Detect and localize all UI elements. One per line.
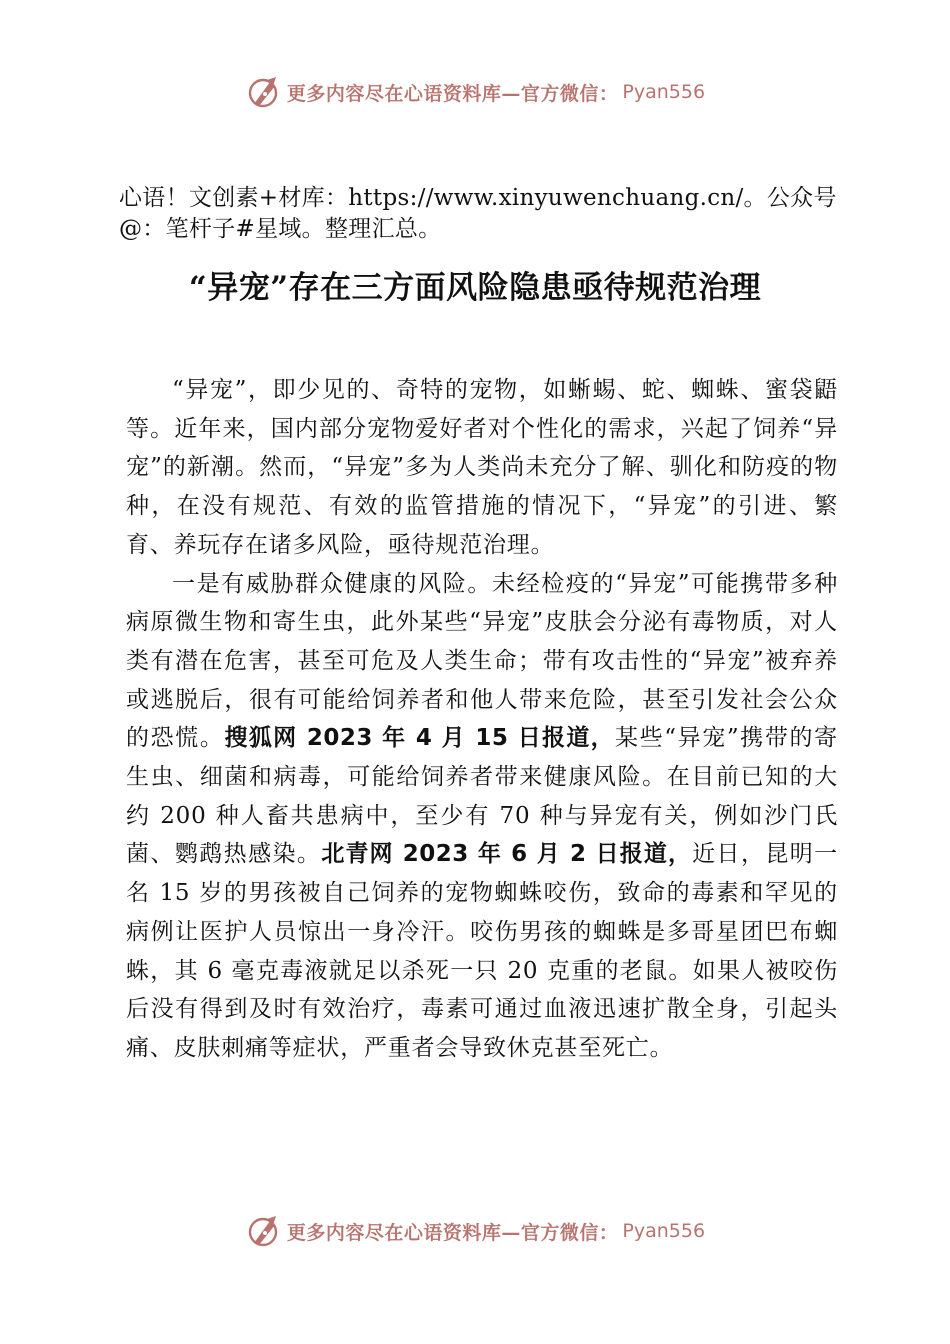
paragraph-2-text-1: 一是有威胁群众健康的风险。未经检疫的“异宠”可能携带多种病原微生物和寄生虫，此外某些“异宠”皮肤会分泌有毒物质，对人类有潜在危害，甚至可危及人类生命；带有攻击性的“异宠”被弃养或逃脱后，很有可能给饲养者和他人带来危险，甚至引发社会公众的恐慌。 [126, 570, 838, 752]
paragraph-2-text-2: 某些“异宠”携带的寄生虫、细菌和病毒，可能给饲养者带来健康风险。在目前已知的大约 200 种人畜共患病中，至少有 70 种与异宠有关，例如沙门氏菌、鹦鹉热感染。 [126, 725, 838, 868]
page-title: “异宠”存在三方面风险隐患亟待规范治理 [188, 270, 762, 306]
banner-wechat-id: Pyan556 [622, 81, 706, 103]
source-line: 心语！文创素+材库：https://www.xinyuwenchuang.cn/。公众号@：笔杆子#星域。整理汇总。 [119, 185, 837, 242]
paragraph-2 [126, 565, 838, 1068]
beiqing-report-citation: 北青网 2023 年 6 月 2 日报道， [321, 841, 693, 868]
footer-banner [0, 1211, 950, 1251]
banner-text: 更多内容尽在心语资料库—官方微信： [286, 1221, 619, 1244]
sohu-report-citation: 搜狐网 2023 年 4 月 15 日报道， [224, 725, 616, 752]
paragraph-1: “异宠”，即少见的、奇特的宠物，如蜥蜴、蛇、蜘蛛、蜜袋鼯等。近年来，国内部分宠物爱好者对个性化的需求，兴起了饲养“异宠”的新潮。然而，“异宠”多为人类尚未充分了解、驯化和防疫的物种，在没有规范、有效的监管措施的情况下，“异宠”的引进、繁育、养玩存在诸多风险，亟待规范治理。 [126, 377, 838, 558]
pen-nib-logo-icon [245, 1213, 281, 1249]
pen-nib-logo-icon [245, 74, 281, 110]
paragraph-2-text-3: 近日，昆明一名 15 岁的男孩被自己饲养的宠物蜘蛛咬伤，致命的毒素和罕见的病例让医护人员惊出一身冷汗。咬伤男孩的蜘蛛是多哥星团巴布蜘蛛，其 6 毫克毒液就足以杀死一只 20 克重的老鼠。如果人被咬伤后没有得到及时有效治疗，毒素可通过血液迅速扩散全身，引起头痛、皮肤刺痛等症状，严重者会导致休克甚至死亡。 [126, 841, 838, 1061]
banner-wechat-id: Pyan556 [622, 1220, 706, 1242]
header-banner [0, 72, 950, 112]
article-body [126, 371, 838, 1068]
banner-text: 更多内容尽在心语资料库—官方微信： [286, 82, 619, 105]
